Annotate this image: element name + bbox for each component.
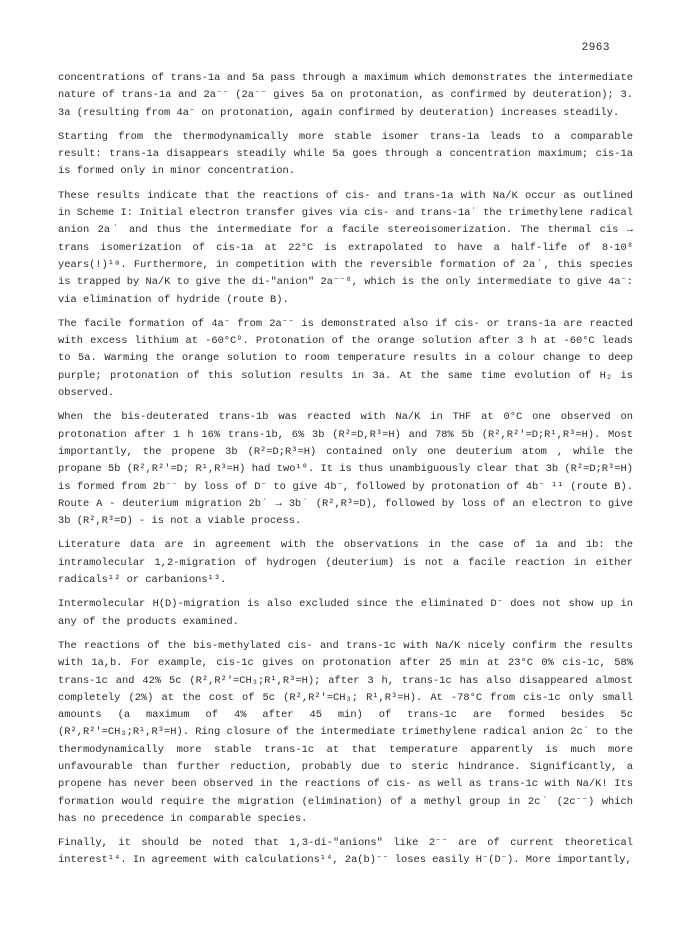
paragraph: Starting from the thermodynamically more stable isomer trans-1a leads to a comparable result: trans-1a disappears steadily while 5a goes through a concentration maximum; cis-1a is formed only in minor concentration.: [58, 130, 633, 178]
paragraph: The reactions of the bis-methylated cis- and trans-1c with Na/K nicely confirm the results with 1a,b. For example, cis-1c gives on protonation after 25 min at 23°C 0% cis-1c, 58% trans-1c and 42% 5c (R²,R²'=CH₃;R¹,R³=H); after 3 h, trans-1c has also disappeared almost completely (2%) at the cost of 5c (R²,R²'=CH₃; R¹,R³=H). At -78°C from cis-1c only small amounts (a maximum of 4% after 45 min) of trans-1c are formed besides 5c (R²,R²'=CH₃;R¹,R³=H). Ring closure of the intermediate trimethylene radical anion 2c˙ to the thermodynamically more stable trans-1c at that temperature apparently is much more unfavourable than further reduction, probably due to steric hindrance. Significantly, a propene has never been observed in the reactions of cis- as well as trans-1c with Na/K! Its formation would require the migration (elimination) of a methyl group in 2c˙ (2c⁻⁻) which has no precedence in comparable species.: [58, 639, 633, 825]
paragraph: concentrations of trans-1a and 5a pass through a maximum which demonstrates the intermediate nature of trans-1a and 2a⁻⁻ (2a⁻⁻ gives 5a on protonation, as confirmed by deuteration); 3. 3a (resulting from 4a⁻ on protonation, again confirmed by deuteration) increases steadily.: [58, 72, 633, 119]
paragraph: The facile formation of 4a⁻ from 2a⁻⁻ is demonstrated also if cis- or trans-1a are reacted with excess lithium at -60°C⁹. Protonation of the orange solution after 3 h at -60°C leads to 5a. Warming the orange solution to room temperature results in a colour change to deep purple; protonation of this solution results in 3a. At the same time evolution of H₂ is observed.: [58, 317, 633, 400]
article-body: [58, 70, 633, 877]
paragraph: When the bis-deuterated trans-1b was reacted with Na/K in THF at 0°C one observed on protonation after 1 h 16% trans-1b, 6% 3b (R²=D,R³=H) and 78% 5b (R²,R²'=D;R¹,R³=H). Most importantly, the propene 3b (R²=D;R³=H) contained only one deuterium atom , while the propane 5b (R²,R²'=D; R¹,R³=H) had two¹⁰. It is thus unambiguously clear that 3b (R²=D;R³=H) is formed from 2b⁻⁻ by loss of D⁻ to give 4b⁻, followed by protonation of 4b⁻ ¹¹ (route B). Route A - deuterium migration 2b˙ → 3b˙ (R²,R³=D), followed by loss of an electron to give 3b (R²,R³=D) - is not a viable process.: [58, 411, 633, 528]
paragraph: Intermolecular H(D)-migration is also excluded since the eliminated D⁻ does not show up in any of the products examined.: [58, 598, 633, 628]
paragraph: Finally, it should be noted that 1,3-di-"anions" like 2⁻⁻ are of current theoretical interest¹⁴. In agreement with calculations¹⁴, 2a(b)⁻⁻ loses easily H⁻(D⁻). More importantly,: [58, 837, 633, 867]
page-number: 2963: [581, 42, 610, 54]
paragraph: These results indicate that the reactions of cis- and trans-1a with Na/K occur as outlined in Scheme I: Initial electron transfer gives via cis- and trans-1a˙ the trimethylene radical anion 2a˙ and thus the intermediate for a facile stereoisomerization. The thermal cis → trans isomerization of cis-1a at 22°C is extrapolated to have a half-life of 8·10⁸ years(!)¹ᵃ. Furthermore, in competition with the reversible formation of 2a˙, this species is trapped by Na/K to give the di-"anion" 2a⁻⁻⁸, which is the only intermediate to give 4a⁻: via elimination of hydride (route B).: [58, 189, 633, 306]
paragraph: Literature data are in agreement with the observations in the case of 1a and 1b: the intramolecular 1,2-migration of hydrogen (deuterium) is not a facile reaction in either radicals¹² or carbanions¹³.: [58, 539, 633, 587]
